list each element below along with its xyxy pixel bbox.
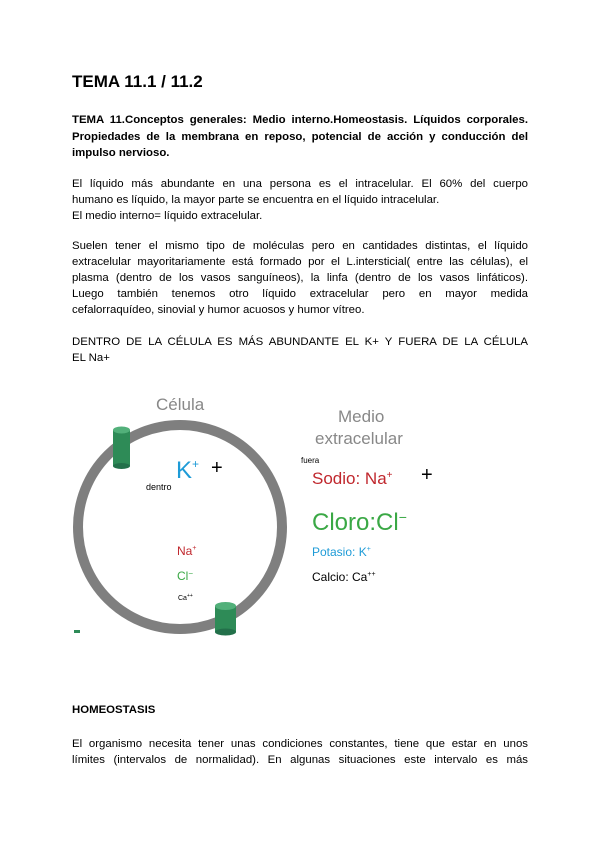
paragraph-line: plasma (dentro de los vasos sanguíneos), la linfa (dentro de los vasos linfáticos). bbox=[72, 272, 528, 284]
ion-charge: + bbox=[386, 470, 393, 481]
ion-symbol: Cloro:Cl bbox=[312, 509, 399, 536]
ion-symbol: Cl bbox=[177, 569, 189, 583]
ion-symbol: Potasio: K bbox=[312, 545, 367, 559]
plus-sign: + bbox=[421, 464, 433, 486]
ion-charge: ++ bbox=[367, 571, 376, 578]
membrane-channel-icon bbox=[215, 602, 236, 636]
ion-charge: + bbox=[366, 546, 371, 553]
potassium-outside bbox=[312, 545, 371, 559]
ion-symbol: Sodio: Na bbox=[312, 469, 387, 488]
paragraph-molecules bbox=[72, 238, 528, 318]
paragraph-line: EL Na+ bbox=[72, 352, 110, 364]
ion-symbol: Calcio: Ca bbox=[312, 570, 368, 584]
paragraph-line: El líquido más abundante en una persona es el intracelular. El 60% del cuerpo bbox=[72, 178, 528, 190]
ion-symbol: K bbox=[176, 457, 193, 484]
ion-charge: ++ bbox=[186, 593, 193, 599]
potassium-inside bbox=[176, 457, 199, 484]
medium-label-line2: extracelular bbox=[315, 429, 403, 448]
chloride-outside bbox=[312, 509, 407, 536]
ion-charge: + bbox=[192, 457, 200, 471]
cell-ion-diagram bbox=[0, 380, 600, 660]
sodium-outside bbox=[312, 469, 393, 488]
paragraph-line: cefalorraquídeo, sinovial y humor acuosos y humor vítreo. bbox=[72, 304, 365, 316]
paragraph-line: El organismo necesita tener unas condiciones constantes, tiene que estar en unos bbox=[72, 738, 528, 750]
sodium-inside bbox=[177, 544, 196, 558]
decorative-mark bbox=[74, 630, 80, 633]
calcium-inside bbox=[178, 593, 193, 602]
chloride-inside bbox=[177, 569, 193, 583]
ion-charge: − bbox=[398, 509, 407, 525]
topic-subtitle: TEMA 11.Conceptos generales: Medio interno.Homeostasis. Líquidos corporales. Propiedades de la membrana en reposo, potencial de acción y conducción del impulso nervioso. bbox=[72, 114, 528, 159]
calcium-outside bbox=[312, 570, 376, 584]
page-title: TEMA 11.1 / 11.2 bbox=[72, 72, 203, 91]
cell-label: Célula bbox=[156, 395, 205, 414]
ion-charge: − bbox=[188, 569, 194, 578]
ion-charge: + bbox=[192, 545, 197, 552]
membrane-channel-icon bbox=[113, 427, 130, 470]
paragraph-line: El medio interno= líquido extracelular. bbox=[72, 210, 263, 222]
paragraph-ions bbox=[72, 334, 528, 366]
section-heading-homeostasis: HOMEOSTASIS bbox=[72, 704, 156, 716]
ion-symbol: Ca bbox=[178, 595, 187, 602]
paragraph-line: Luego también tenemos otro líquido extracelular pero en mayor medida bbox=[72, 288, 528, 300]
medium-label-line1: Medio bbox=[338, 407, 385, 426]
inside-label: dentro bbox=[146, 482, 172, 492]
paragraph-line: extracelular mayoritariamente está formado por el L.intersticial( entre las células), el bbox=[72, 256, 528, 268]
paragraph-line: Suelen tener el mismo tipo de moléculas pero en cantidades distintas, el líquido bbox=[72, 240, 528, 252]
ion-symbol: Na bbox=[177, 544, 193, 558]
plus-sign: + bbox=[211, 457, 223, 479]
paragraph-line: DENTRO DE LA CÉLULA ES MÁS ABUNDANTE EL K+ Y FUERA DE LA CÉLULA bbox=[72, 336, 528, 348]
outside-label: fuera bbox=[301, 456, 320, 465]
paragraph-homeostasis bbox=[72, 736, 528, 768]
paragraph-line: límites (intervalos de normalidad). En algunas situaciones este intervalo es más bbox=[72, 754, 528, 766]
paragraph-intracellular bbox=[72, 176, 528, 224]
paragraph-line: humano es líquido, la mayor parte se encuentra en el líquido intracelular. bbox=[72, 194, 440, 206]
